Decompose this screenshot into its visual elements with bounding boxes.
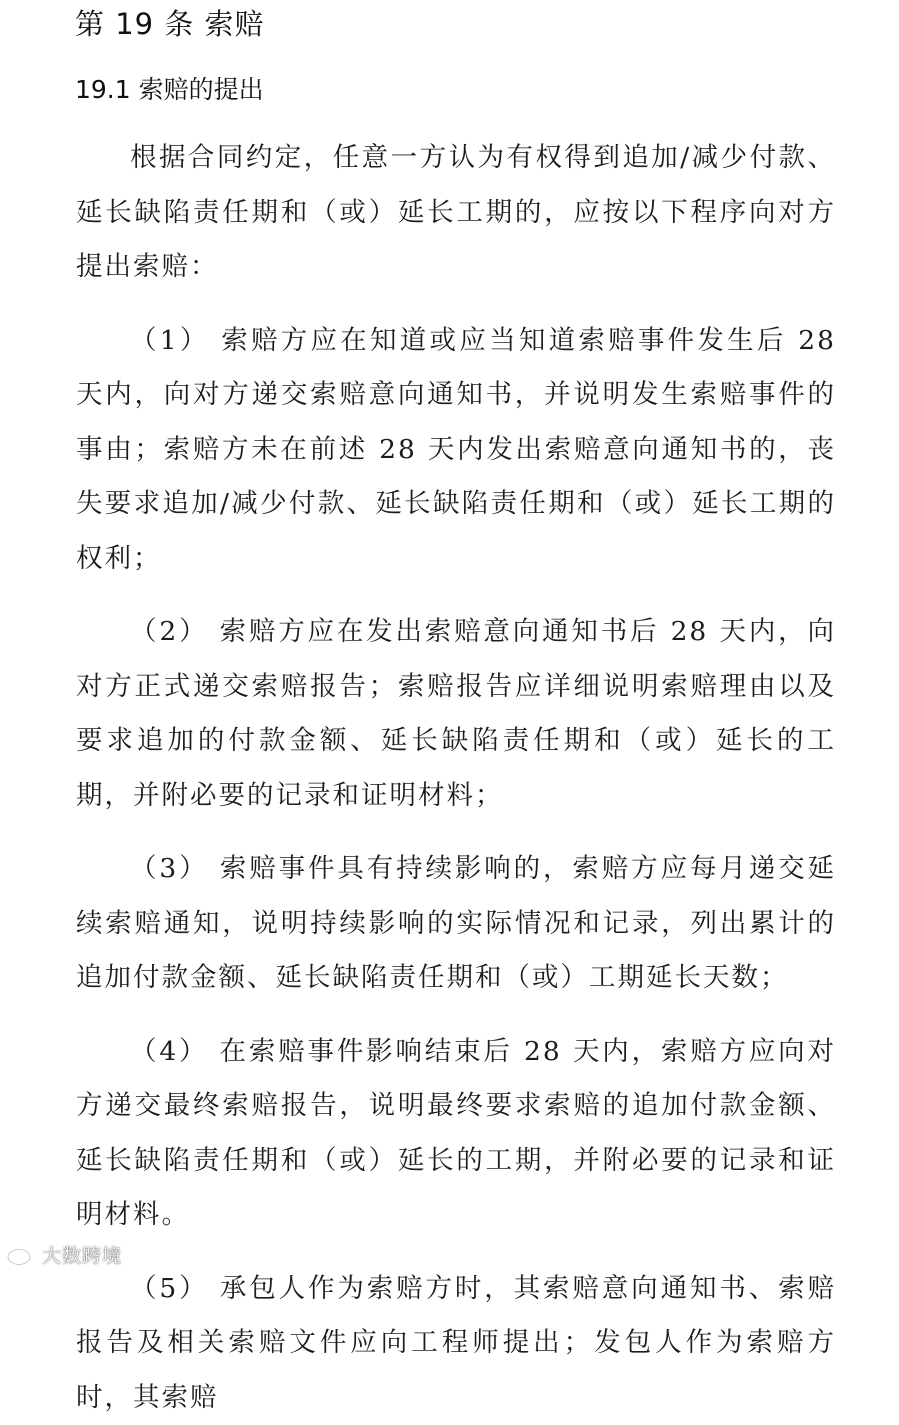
clause-item-5: （5） 承包人作为索赔方时，其索赔意向通知书、索赔报告及相关索赔文件应向工程师提出；发包人作为索赔方时，其索赔 — [76, 1262, 836, 1425]
paragraph-gap — [76, 1006, 836, 1025]
clause-item-1: （1） 索赔方应在知道或应当知道索赔事件发生后 28 天内，向对方递交索赔意向通知书，并说明发生索赔事件的事由；索赔方未在前述 28 天内发出索赔意向通知书的，丧失要求追加/减少付款、延长缺陷责任期和（或）延长工期的权利； — [76, 314, 836, 587]
article-title: 第 19 条 索赔 — [75, 4, 265, 44]
watermark-text: 大数跨境 — [42, 1241, 122, 1268]
clause-item-4: （4） 在索赔事件影响结束后 28 天内，索赔方应向对方递交最终索赔报告，说明最终要求索赔的追加付款金额、延长缺陷责任期和（或）延长的工期，并附必要的记录和证明材料。 — [76, 1025, 836, 1243]
paragraph-gap — [76, 823, 836, 842]
section-title: 19.1 索赔的提出 — [75, 72, 264, 108]
paragraph-gap — [76, 1243, 836, 1262]
paragraph-gap — [76, 586, 836, 605]
clause-item-3: （3） 索赔事件具有持续影响的，索赔方应每月递交延续索赔通知，说明持续影响的实际情况和记录，列出累计的追加付款金额、延长缺陷责任期和（或）工期延长天数； — [76, 842, 836, 1006]
document-body — [76, 131, 836, 1425]
intro-paragraph: 根据合同约定，任意一方认为有权得到追加/减少付款、延长缺陷责任期和（或）延长工期的，应按以下程序向对方提出索赔： — [76, 131, 836, 295]
clause-item-2: （2） 索赔方应在发出索赔意向通知书后 28 天内，向对方正式递交索赔报告；索赔报告应详细说明索赔理由以及要求追加的付款金额、延长缺陷责任期和（或）延长的工期，并附必要的记录和证明材料； — [76, 605, 836, 823]
watermark — [6, 1238, 122, 1270]
paragraph-gap — [76, 295, 836, 314]
weibo-logo-icon — [6, 1242, 38, 1266]
